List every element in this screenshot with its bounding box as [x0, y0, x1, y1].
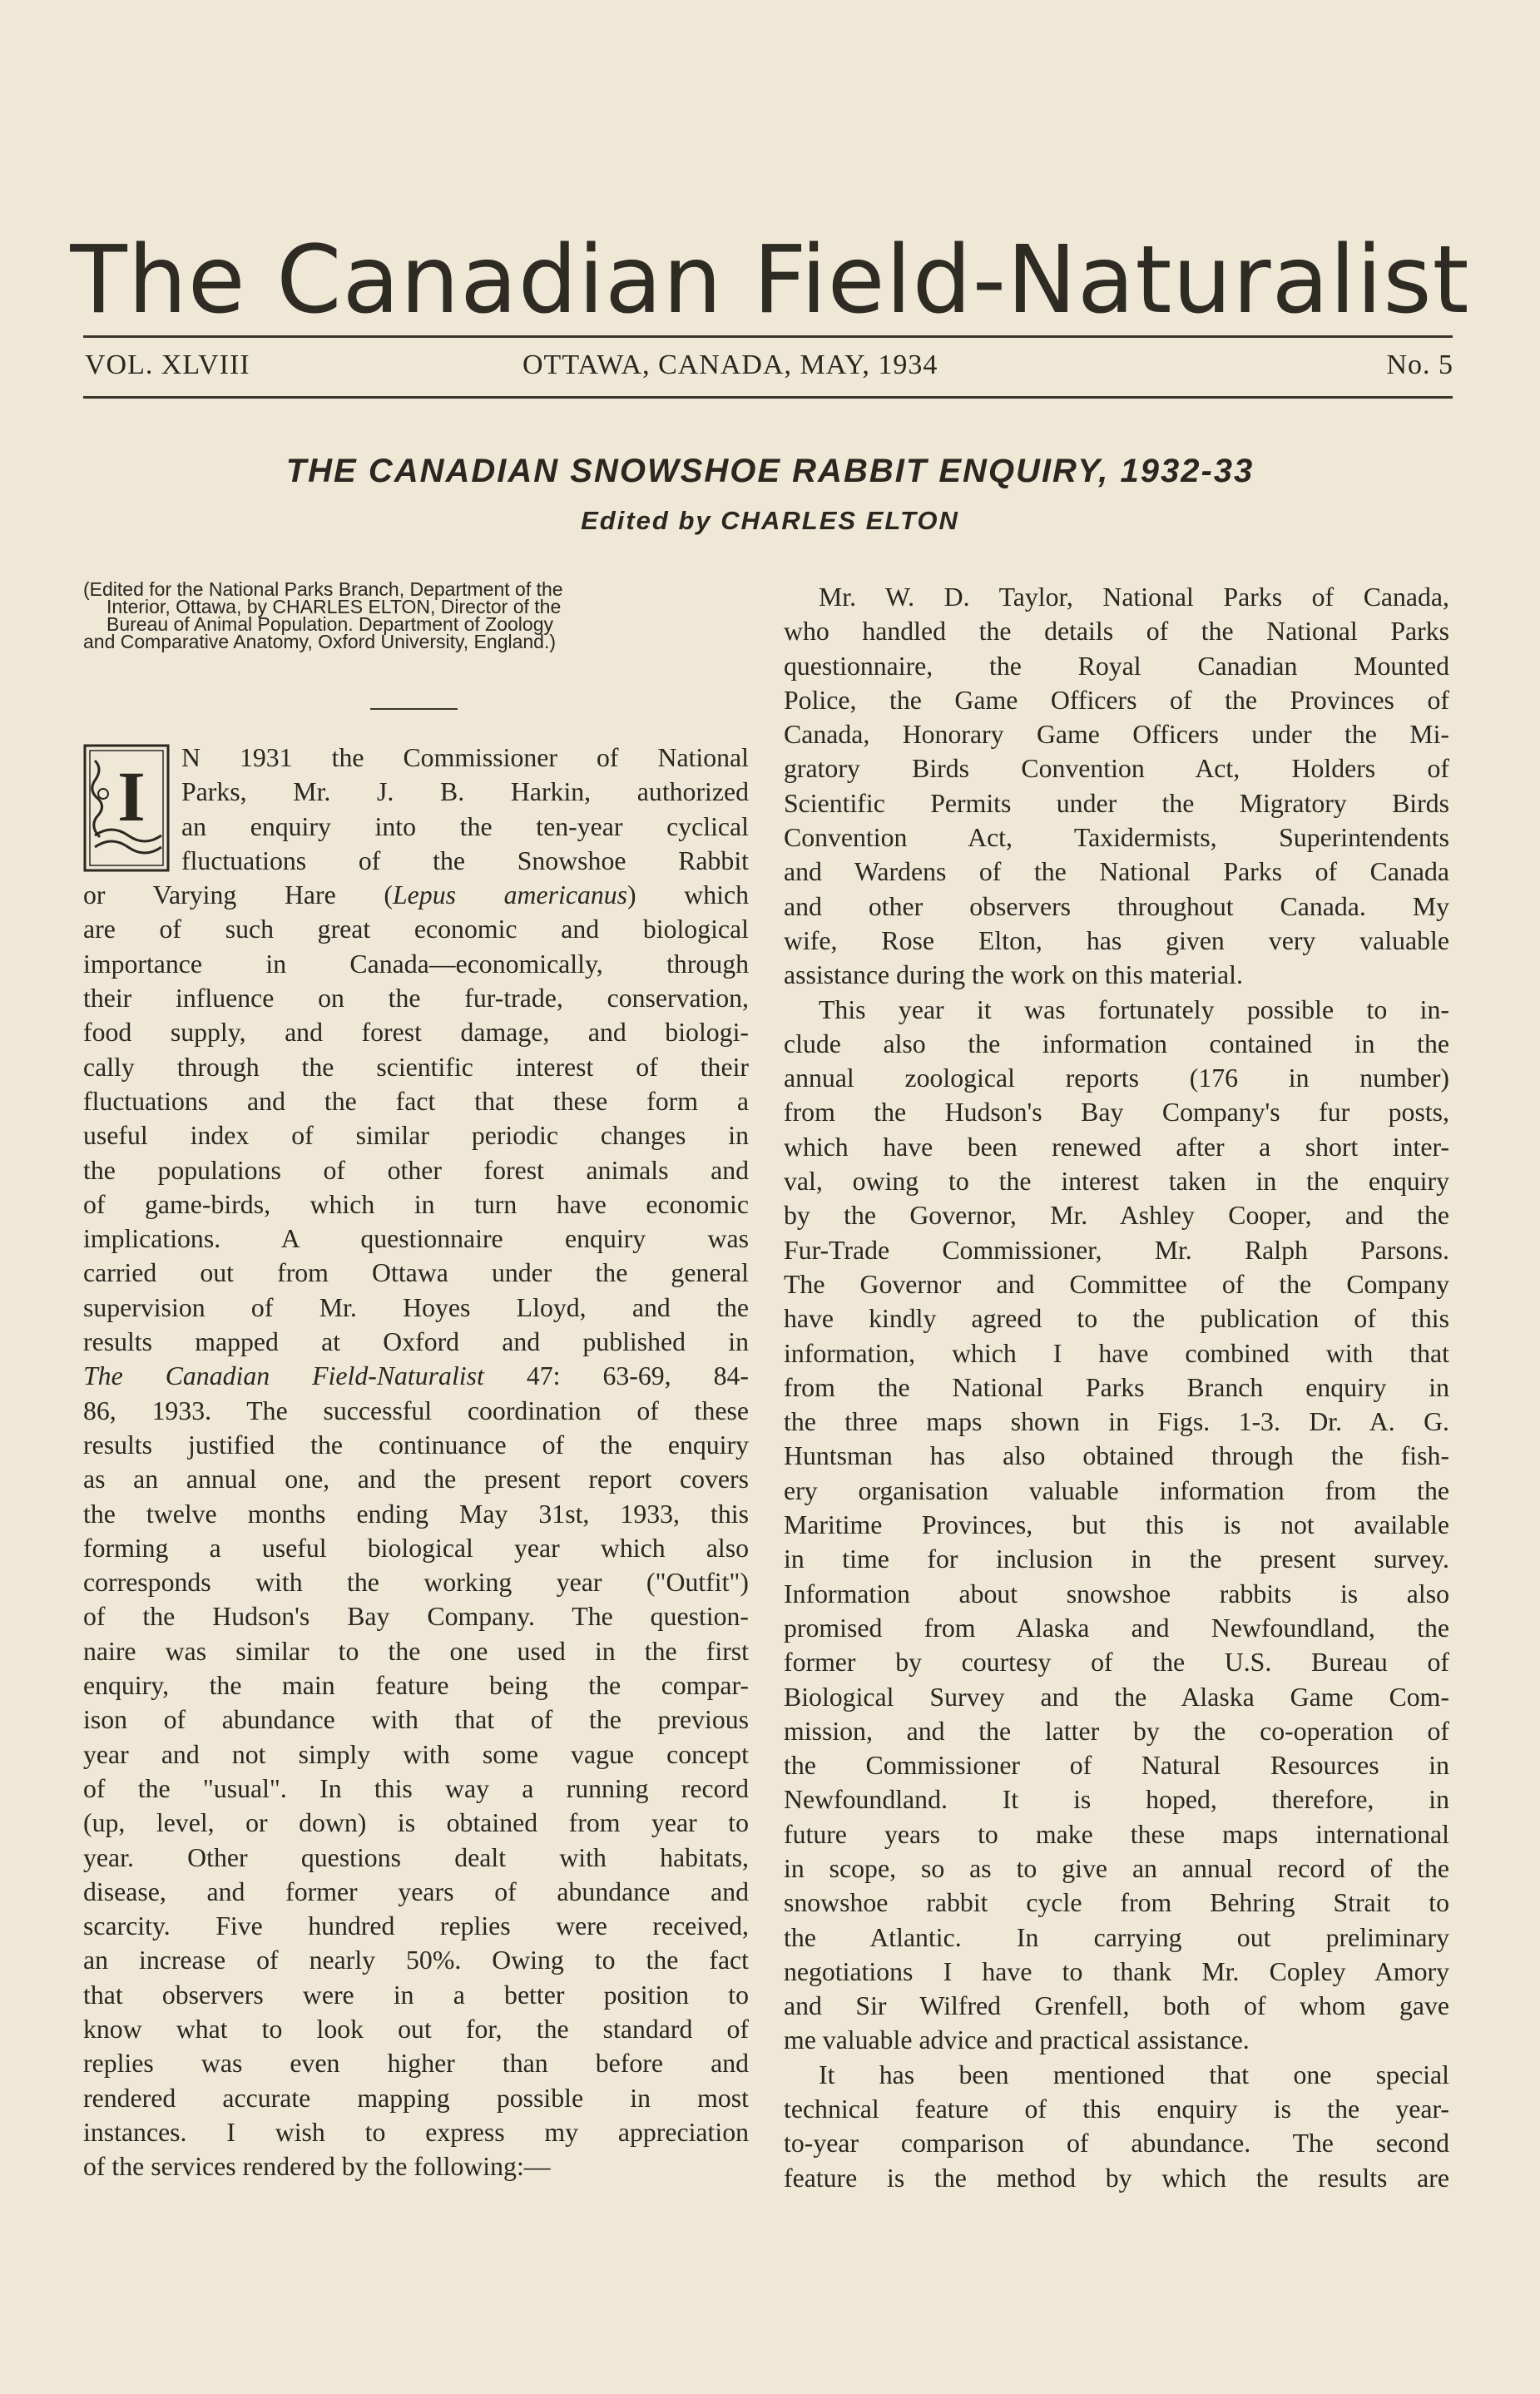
- text-line: know what to look out for, the standard of: [83, 2014, 749, 2044]
- text-line: snowshoe rabbit cycle from Behring Strait to: [784, 1888, 1449, 1918]
- left-column: [83, 741, 749, 2183]
- text-line: wife, Rose Elton, has given very valuable: [784, 925, 1449, 955]
- text-line: supervision of Mr. Hoyes Lloyd, and the: [83, 1292, 749, 1322]
- note-line: Bureau of Animal Population. Department of Zoology: [106, 613, 553, 635]
- text-line: annual zoological reports (176 in number): [784, 1063, 1449, 1093]
- masthead-rule-bottom: [83, 396, 1453, 399]
- text-line: Biological Survey and the Alaska Game Com-: [784, 1682, 1449, 1712]
- issue-number: No. 5: [1386, 349, 1453, 380]
- text-line: clude also the information contained in the: [784, 1028, 1449, 1058]
- text-line: fluctuations and the fact that these form a: [83, 1086, 749, 1116]
- volume-number: VOL. XLVIII: [85, 349, 250, 380]
- text-line: information, which I have combined with that: [784, 1338, 1449, 1368]
- dateline: OTTAWA, CANADA, MAY, 1934: [522, 349, 938, 380]
- editorial-note: [83, 578, 749, 652]
- text-line: Convention Act, Taxidermists, Superintendents: [784, 823, 1449, 853]
- drop-cap-letter: I: [117, 756, 146, 836]
- text-line: rendered accurate mapping possible in most: [83, 2083, 749, 2113]
- text-line: (up, level, or down) is obtained from year to: [83, 1808, 749, 1838]
- text-line: an increase of nearly 50%. Owing to the fact: [83, 1945, 749, 1975]
- text-line: assistance during the work on this material.: [784, 960, 1243, 990]
- text-line: their influence on the fur-trade, conservation,: [83, 984, 749, 1014]
- text-line: fluctuations of the Snowshoe Rabbit: [181, 845, 749, 875]
- text-line: Newfoundland. It is hoped, therefore, in: [784, 1785, 1449, 1815]
- note-line: Interior, Ottawa, by CHARLES ELTON, Director of the: [106, 596, 562, 617]
- text-line: to-year comparison of abundance. The second: [784, 2129, 1449, 2159]
- text-line: Scientific Permits under the Migratory Birds: [784, 788, 1449, 818]
- text-line: of the "usual". In this way a running record: [83, 1773, 749, 1803]
- text-line: Huntsman has also obtained through the fish-: [784, 1441, 1449, 1471]
- text-line: of the Hudson's Bay Company. The question-: [83, 1602, 749, 1632]
- text-line: from the Hudson's Bay Company's fur posts,: [784, 1098, 1449, 1128]
- text-line: naire was similar to the one used in the first: [83, 1636, 749, 1666]
- text-line: of game-birds, which in turn have economic: [83, 1189, 749, 1219]
- text-line: results mapped at Oxford and published in: [83, 1327, 749, 1357]
- article-title: THE CANADIAN SNOWSHOE RABBIT ENQUIRY, 1932-33: [285, 453, 1255, 489]
- text-line: forming a useful biological year which also: [83, 1533, 749, 1563]
- text-line: corresponds with the working year ("Outfit"): [83, 1568, 749, 1598]
- text-line: mission, and the latter by the co-operation of: [784, 1716, 1449, 1746]
- text-line: cally through the scientific interest of their: [83, 1052, 749, 1082]
- text-line: of the services rendered by the following:—: [83, 2152, 551, 2182]
- text-line: ison of abundance with that of the previous: [83, 1705, 749, 1735]
- note-line: (Edited for the National Parks Branch, Department of the: [83, 578, 563, 600]
- text-line: year and not simply with some vague concept: [83, 1739, 749, 1769]
- text-line: The Governor and Committee of the Company: [784, 1269, 1449, 1299]
- text-line: or Varying Hare (Lepus americanus) which: [83, 880, 749, 910]
- text-line: in time for inclusion in the present survey.: [784, 1544, 1449, 1574]
- text-line: implications. A questionnaire enquiry was: [83, 1224, 749, 1254]
- text-line: Information about snowshoe rabbits is also: [784, 1579, 1449, 1608]
- text-line: the three maps shown in Figs. 1-3. Dr. A. G.: [784, 1407, 1449, 1437]
- text-line: have kindly agreed to the publication of this: [784, 1304, 1449, 1334]
- text-line: former by courtesy of the U.S. Bureau of: [784, 1648, 1449, 1678]
- text-line: and other observers throughout Canada. My: [784, 891, 1449, 921]
- text-line: as an annual one, and the present report covers: [83, 1465, 749, 1494]
- text-line: who handled the details of the National Parks: [784, 617, 1449, 647]
- text-line: negotiations I have to thank Mr. Copley Amory: [784, 1956, 1449, 1986]
- text-line: by the Governor, Mr. Ashley Cooper, and the: [784, 1201, 1449, 1231]
- text-line: carried out from Ottawa under the general: [83, 1258, 749, 1288]
- masthead-rule-top: [83, 335, 1453, 338]
- text-line: importance in Canada—economically, through: [83, 949, 749, 979]
- text-line: val, owing to the interest taken in the enquiry: [784, 1167, 1449, 1197]
- text-line: scarcity. Five hundred replies were received,: [83, 1911, 749, 1941]
- text-line: the twelve months ending May 31st, 1933, this: [83, 1499, 749, 1529]
- text-line: in scope, so as to give an annual record of the: [784, 1853, 1449, 1883]
- text-line: questionnaire, the Royal Canadian Mounted: [784, 651, 1449, 681]
- text-line: enquiry, the main feature being the compar-: [83, 1671, 749, 1701]
- text-line: Parks, Mr. J. B. Harkin, authorized: [181, 777, 749, 807]
- text-line: results justified the continuance of the enquiry: [83, 1430, 749, 1460]
- section-separator: [370, 708, 458, 710]
- text-line: disease, and former years of abundance and: [83, 1876, 749, 1906]
- text-line: the populations of other forest animals and: [83, 1155, 749, 1185]
- text-line: which have been renewed after a short inter-: [784, 1132, 1449, 1162]
- text-line: year. Other questions dealt with habitats,: [83, 1842, 749, 1872]
- text-line: me valuable advice and practical assistance.: [784, 2025, 1250, 2055]
- text-line: Mr. W. D. Taylor, National Parks of Canada,: [819, 582, 1449, 612]
- text-line: are of such great economic and biological: [83, 914, 749, 944]
- text-line: and Wardens of the National Parks of Canada: [784, 857, 1449, 887]
- text-line: ery organisation valuable information from the: [784, 1475, 1449, 1505]
- text-line: It has been mentioned that one special: [819, 2059, 1449, 2089]
- note-line: and Comparative Anatomy, Oxford University, England.): [83, 631, 557, 652]
- text-line: N 1931 the Commissioner of National: [181, 743, 749, 772]
- text-line: from the National Parks Branch enquiry in: [784, 1372, 1449, 1402]
- text-line: replies was even higher than before and: [83, 2049, 749, 2079]
- text-line: the Atlantic. In carrying out preliminary: [784, 1922, 1449, 1952]
- journal-title: The Canadian Field-Naturalist: [70, 226, 1470, 335]
- text-line: instances. I wish to express my appreciation: [83, 2117, 749, 2147]
- text-line: Fur-Trade Commissioner, Mr. Ralph Parsons.: [784, 1235, 1449, 1265]
- text-line: promised from Alaska and Newfoundland, the: [784, 1613, 1449, 1643]
- drop-cap-ornament: [83, 744, 170, 872]
- text-line: future years to make these maps international: [784, 1819, 1449, 1849]
- text-line: 86, 1933. The successful coordination of these: [83, 1395, 749, 1425]
- text-line: Police, the Game Officers of the Provinces of: [784, 685, 1449, 715]
- article-editor: Edited by CHARLES ELTON: [581, 506, 959, 535]
- text-line: gratory Birds Convention Act, Holders of: [784, 754, 1449, 784]
- text-line: and Sir Wilfred Grenfell, both of whom gave: [784, 1991, 1449, 2021]
- text-line: Maritime Provinces, but this is not available: [784, 1510, 1449, 1540]
- text-line: This year it was fortunately possible to in-: [819, 994, 1449, 1024]
- text-line: the Commissioner of Natural Resources in: [784, 1751, 1449, 1781]
- text-line: food supply, and forest damage, and biologi-: [83, 1018, 749, 1048]
- text-line: Canada, Honorary Game Officers under the Mi-: [784, 720, 1449, 750]
- text-line: an enquiry into the ten-year cyclical: [181, 811, 749, 841]
- text-line: useful index of similar periodic changes in: [83, 1121, 749, 1151]
- text-line: The Canadian Field-Naturalist 47: 63-69, 84-: [83, 1361, 749, 1391]
- right-column: [784, 580, 1449, 2195]
- text-line: feature is the method by which the results are: [784, 2163, 1449, 2193]
- text-line: that observers were in a better position to: [83, 1980, 749, 2010]
- text-line: technical feature of this enquiry is the year-: [784, 2094, 1449, 2124]
